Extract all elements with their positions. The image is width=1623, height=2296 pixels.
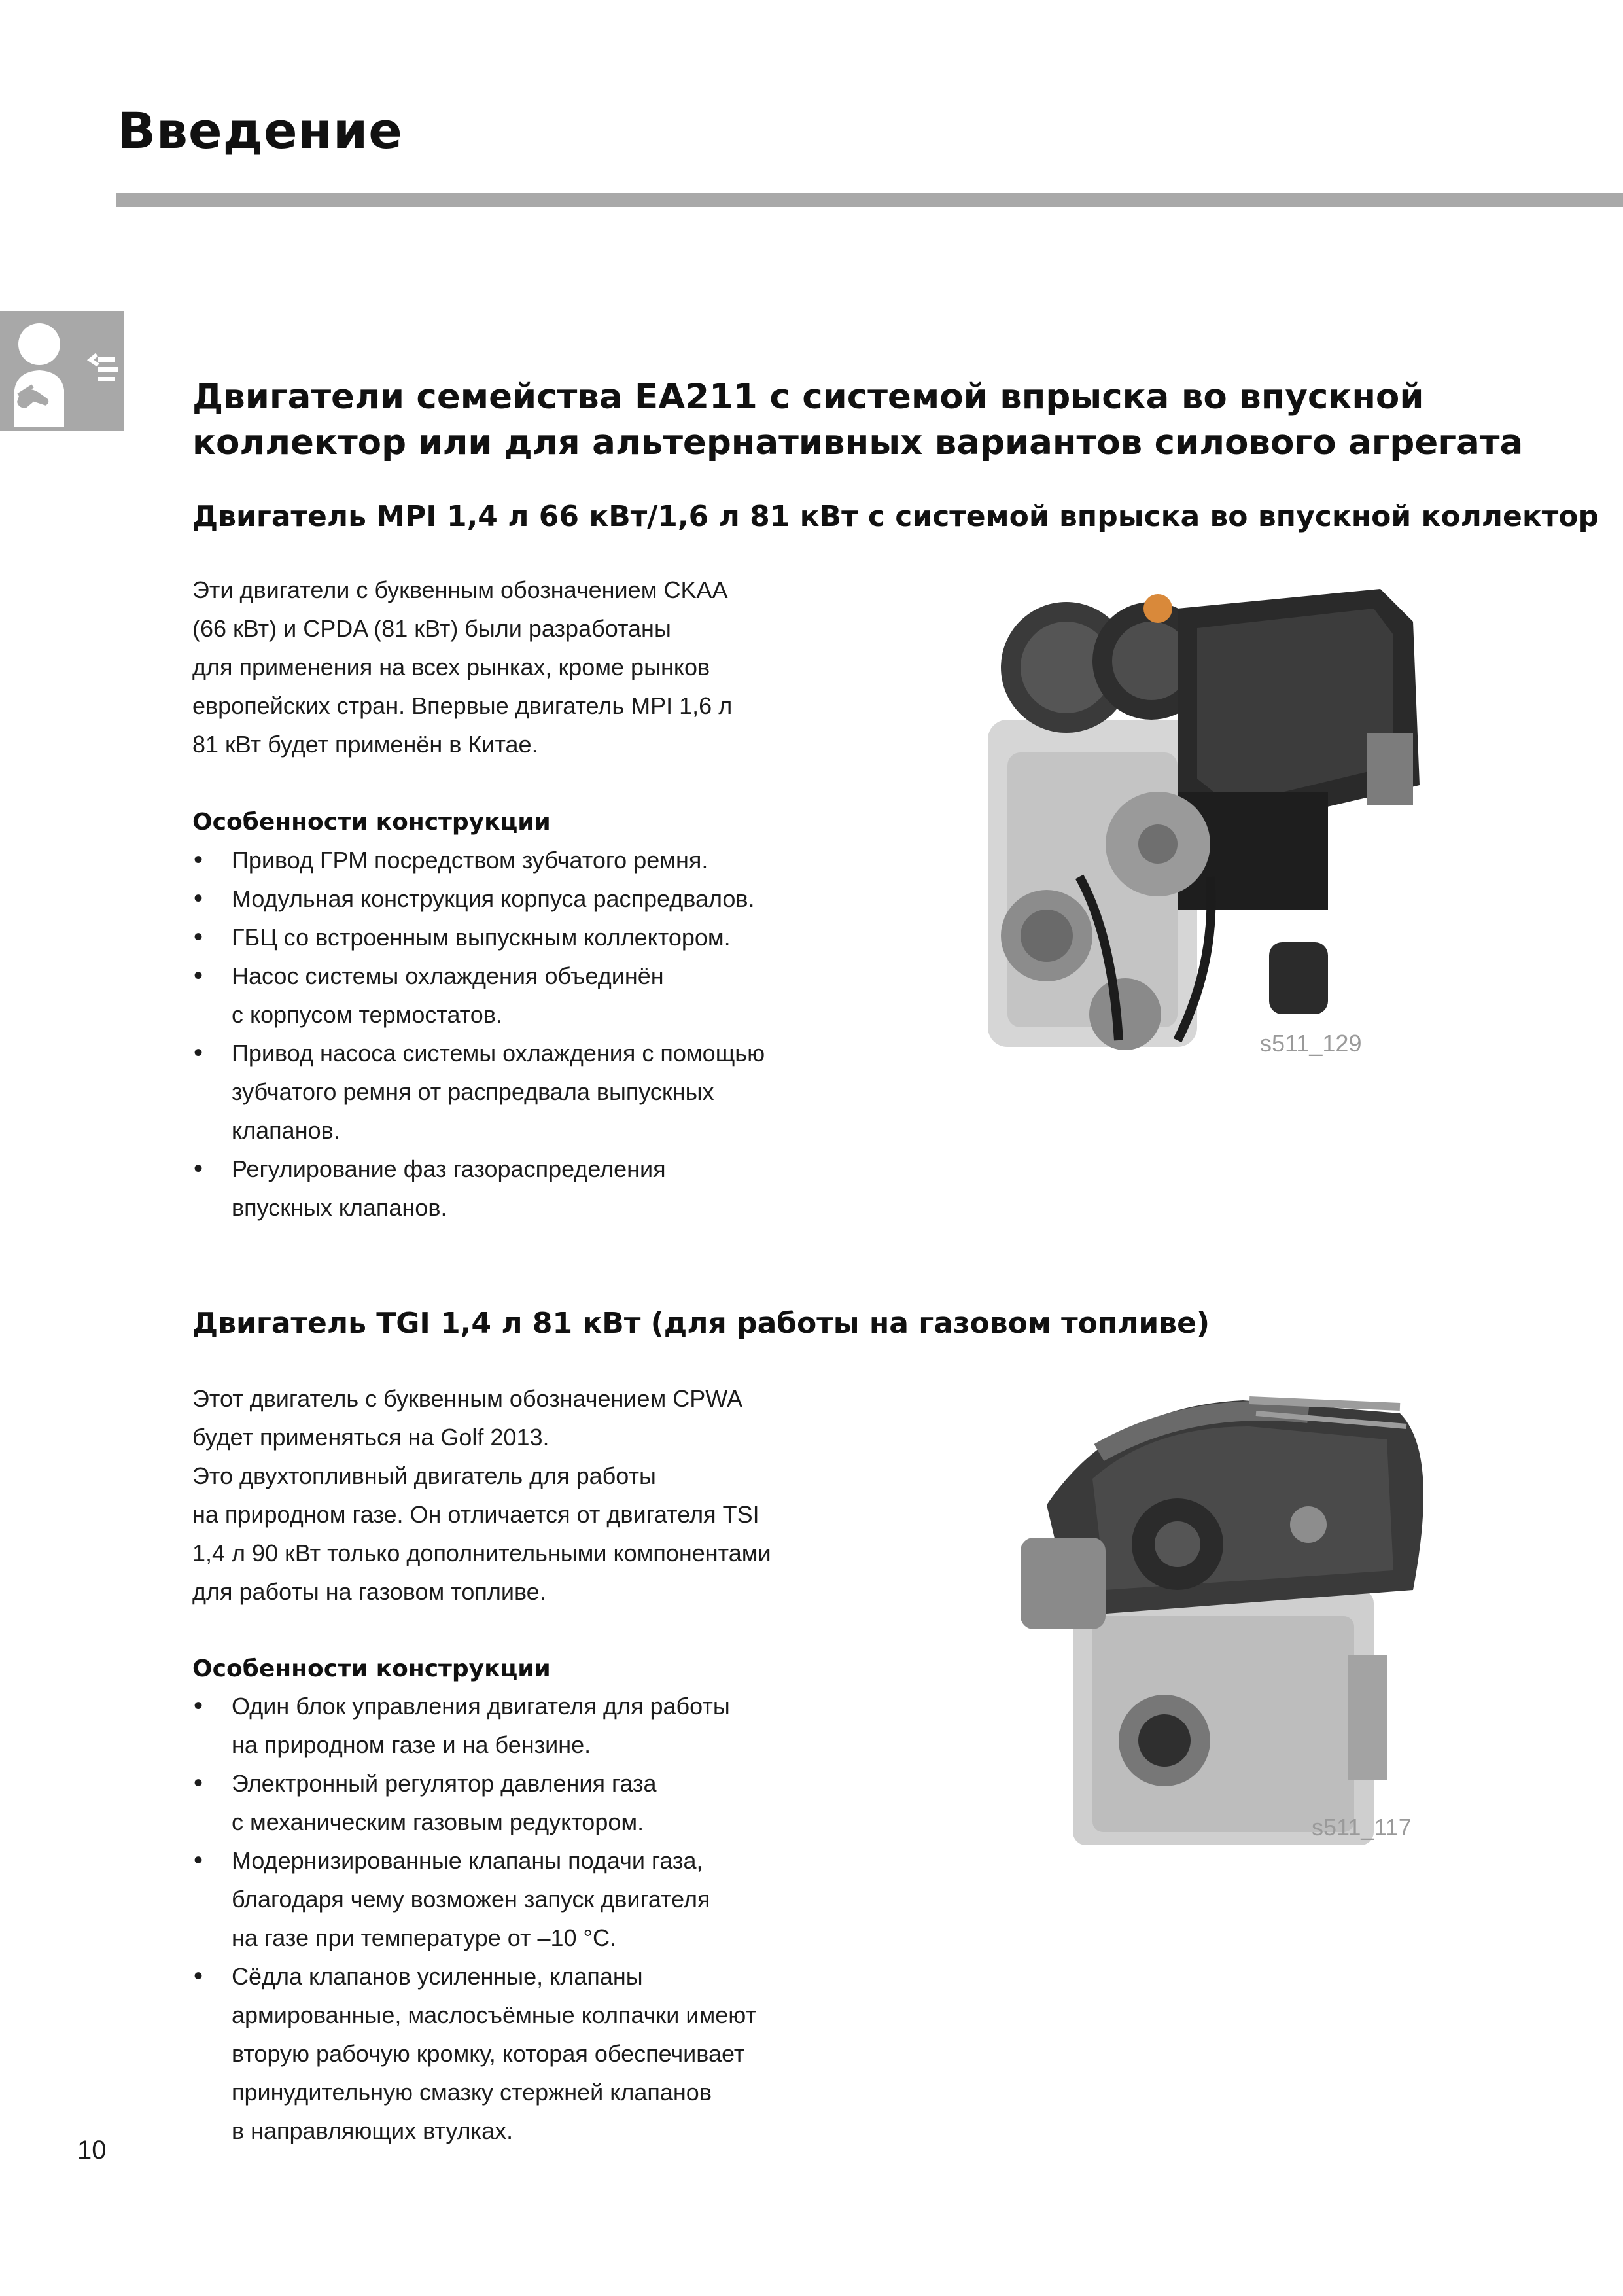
list-item [192,957,765,1034]
tgi-features-list [192,1687,756,2150]
list-item-text: • Сёдла клапанов усиленные, клапаны [232,1963,643,1990]
tgi-intro-line: 1,4 л 90 кВт только дополнительными компонентами [192,1540,771,1566]
list-item [192,1764,756,1841]
list-item-text: армированные, маслосъёмные колпачки имеют [232,2002,756,2028]
page-number: 10 [77,2136,107,2164]
list-item-text: клапанов. [232,1117,340,1144]
list-item-text: вторую рабочую кромку, которая обеспечивает [232,2040,745,2067]
list-item-text: • Модернизированные клапаны подачи газа, [232,1847,703,1874]
mpi-features-list [192,841,765,1227]
list-item-text: • Модульная конструкция корпуса распредвалов. [232,885,755,912]
list-item-text: принудительную смазку стержней клапанов [232,2079,712,2106]
list-item-text: • Насос системы охлаждения объединён [232,963,664,989]
section-tab [0,311,124,431]
list-item [192,1957,756,2150]
list-item-text: • Один блок управления двигателя для работы [232,1693,730,1720]
mpi-heading: Двигатель MPI 1,4 л 66 кВт/1,6 л 81 кВт с системой впрыска во впускной коллектор [192,500,1599,533]
mpi-intro-line: (66 кВт) и CPDA (81 кВт) были разработаны [192,615,671,642]
list-item-text: • ГБЦ со встроенным выпускным коллектором. [232,924,731,951]
tgi-intro-line: для работы на газовом топливе. [192,1578,546,1605]
mpi-intro-line: Эти двигатели с буквенным обозначением CKAA [192,576,728,603]
list-item-text: зубчатого ремня от распредвала выпускных [232,1078,714,1105]
section-heading-line: Двигатели семейства EA211 с системой впрыска во впускной [192,377,1424,417]
tgi-intro [192,1379,771,1611]
page-title: Введение [118,101,403,160]
list-item [192,1150,765,1227]
list-item-text: • Привод насоса системы охлаждения с помощью [232,1040,765,1067]
tgi-intro-line: Это двухтопливный двигатель для работы [192,1462,656,1489]
list-item-text: на газе при температуре от –10 °C. [232,1924,616,1951]
tgi-intro-line: Этот двигатель с буквенным обозначением CPWA [192,1385,742,1412]
tgi-engine-image [942,1374,1465,1871]
title-rule [116,193,1623,207]
list-item-text: благодаря чему возможен запуск двигателя [232,1886,710,1913]
list-item-text: в направляющих втулках. [232,2117,514,2144]
list-item-text: впускных клапанов. [232,1194,447,1221]
tgi-intro-line: на природном газе. Он отличается от двигателя TSI [192,1501,759,1528]
list-item-text: на природном газе и на бензине. [232,1731,591,1758]
mpi-intro-line: 81 кВт будет применён в Китае. [192,731,538,758]
list-item-text: • Привод ГРМ посредством зубчатого ремня. [232,847,708,874]
list-item [192,1841,756,1957]
list-item [192,1687,756,1764]
section-heading [192,374,1533,466]
list-item-text: с корпусом термостатов. [232,1001,502,1028]
list-item-text: с механическим газовым редуктором. [232,1809,644,1835]
list-item [192,841,765,879]
list-item [192,918,765,957]
tgi-heading: Двигатель TGI 1,4 л 81 кВт (для работы на газовом топливе) [192,1307,1210,1340]
mpi-intro-line: европейских стран. Впервые двигатель MPI 1,6 л [192,692,733,719]
list-item [192,1034,765,1150]
tgi-intro-line: будет применяться на Golf 2013. [192,1424,550,1451]
section-heading-line: коллектор или для альтернативных вариантов силового агрегата [192,423,1524,463]
tgi-figure-code: s511_117 [1312,1814,1412,1841]
mpi-figure-code: s511_129 [1260,1030,1362,1057]
mpi-engine-image [962,569,1433,1067]
tgi-features-title: Особенности конструкции [192,1655,551,1682]
mpi-intro [192,571,732,764]
list-item [192,879,765,918]
mpi-features-title: Особенности конструкции [192,809,551,836]
list-item-text: • Регулирование фаз газораспределения [232,1156,666,1182]
list-item-text: • Электронный регулятор давления газа [232,1770,657,1797]
instructor-presenting-icon [0,311,124,431]
mpi-intro-line: для применения на всех рынках, кроме рынков [192,654,710,680]
